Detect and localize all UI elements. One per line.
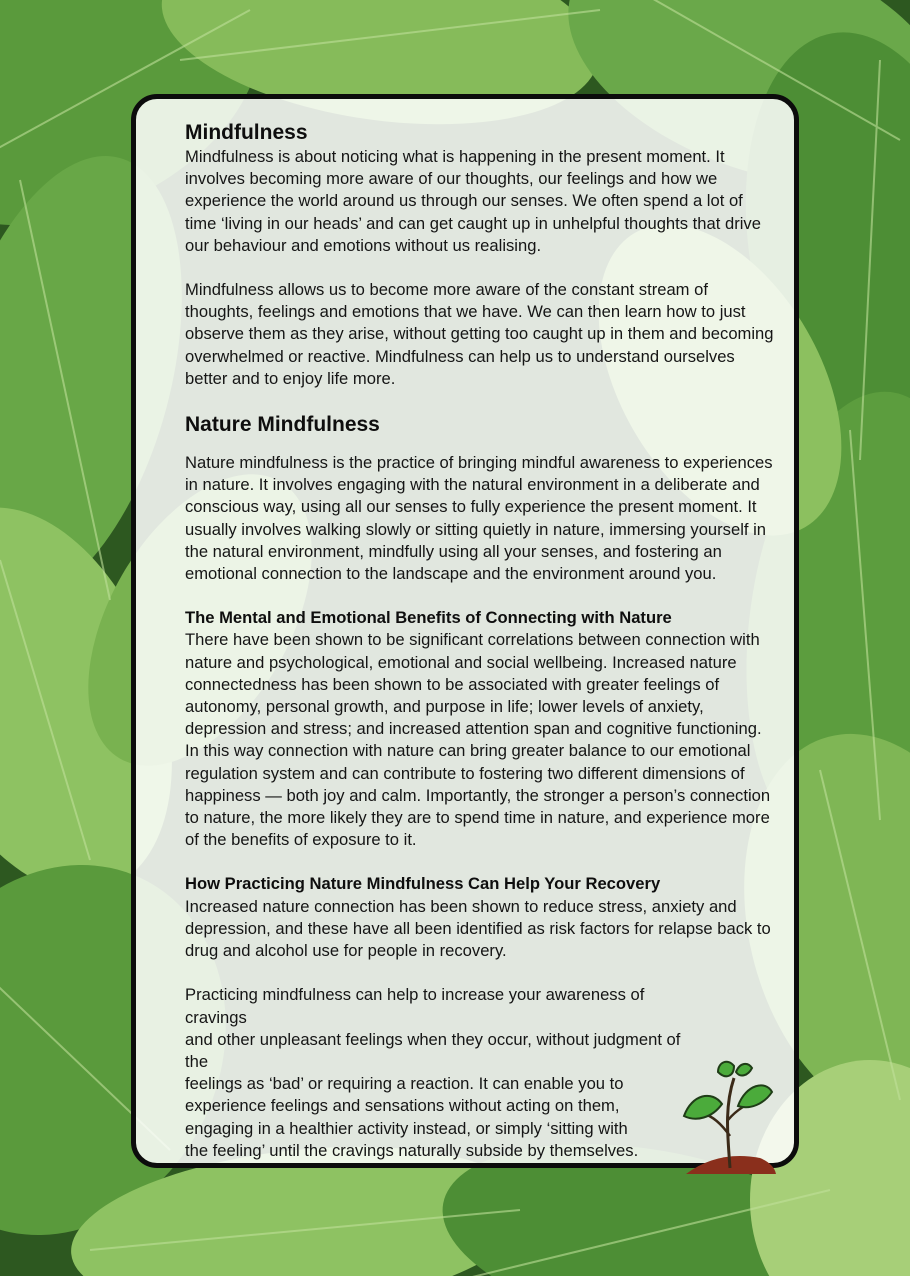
recovery-line: Practicing mindfulness can help to increase your awareness of cravings xyxy=(185,985,645,1027)
mindfulness-heading: Mindfulness xyxy=(185,121,308,144)
nature-mindfulness-heading: Nature Mindfulness xyxy=(185,413,380,437)
recovery-line: experience feelings and sensations without acting on them, xyxy=(185,1096,620,1116)
recovery-line: engaging in a healthier activity instead, or simply ‘sitting with xyxy=(185,1118,628,1138)
content-area xyxy=(185,120,775,1162)
nature-mindfulness-paragraph: Nature mindfulness is the practice of bringing mindful awareness to experiences in nature. It involves engaging with the natural environment in a deliberate and conscious way, using all our senses to fully experience the present moment. It usually involves walking slowly or sitting quietly in nature, immersing yourself in the natural environment, mindfully using all your senses, and fostering an emotional connection to the landscape and the environment around you. xyxy=(185,453,773,584)
recovery-line: the feeling’ until the cravings naturally subside by themselves. xyxy=(185,1140,639,1160)
seedling-icon xyxy=(678,1058,778,1176)
mindfulness-paragraph-1: Mindfulness is about noticing what is happening in the present moment. It involves becoming more aware of our thoughts, our feelings and how we experience the world around us through our senses. We often spend a lot of time ‘living in our heads’ and can get caught up in unhelpful thoughts that drive our behaviour and emotions without us realising. xyxy=(185,147,761,255)
recovery-paragraph-1: Increased nature connection has been shown to reduce stress, anxiety and depression, and these have all been identified as risk factors for relapse back to drug and alcohol use for people in recovery. xyxy=(185,896,771,961)
recovery-paragraph-2 xyxy=(185,984,690,1162)
benefits-heading: The Mental and Emotional Benefits of Connecting with Nature xyxy=(185,608,672,628)
recovery-line: and other unpleasant feelings when they occur, without judgment of the xyxy=(185,1029,681,1071)
recovery-heading: How Practicing Nature Mindfulness Can Help Your Recovery xyxy=(185,874,661,894)
benefits-paragraph: There have been shown to be significant correlations between connection with nature and psychological, emotional and social wellbeing. Increased nature connectedness has been shown to be associated with greater feelings of autonomy, personal growth, and purpose in life; lower levels of anxiety, depression and stress; and increased attention span and cognitive functioning. In this way connection with nature can bring greater balance to our emotional regulation system and can contribute to fostering two different dimensions of happiness — both joy and calm. Importantly, the stronger a person’s connection to nature, the more likely they are to spend time in nature, and experience more of the benefits of exposure to it. xyxy=(185,630,771,850)
recovery-line: feelings as ‘bad’ or requiring a reaction. It can enable you to xyxy=(185,1074,624,1094)
mindfulness-paragraph-2: Mindfulness allows us to become more aware of the constant stream of thoughts, feelings and emotions that we have. We can then learn how to just observe them as they arise, without getting too caught up in them and becoming overwhelmed or reactive. Mindfulness can help us to understand ourselves better and to enjoy life more. xyxy=(185,280,774,388)
